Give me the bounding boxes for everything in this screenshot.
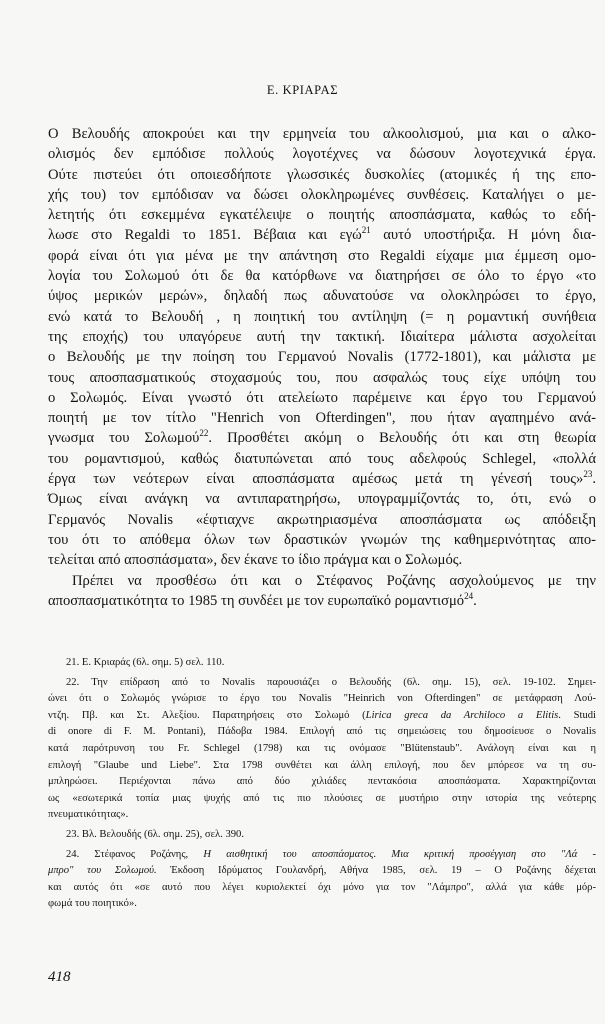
text-line: τους αποσπασματικούς στοχασμούς του, που ασφαλώς τους είχε υπόψη του <box>48 369 596 386</box>
footnote-line: ώνει ότι ο Σολωμός γνώρισε το έργο του Novalis "Heinrich von Ofterdingen" σε μετάφραση Λού- <box>48 693 596 705</box>
main-text <box>48 124 596 611</box>
text-line: ολισμός δεν εμπόδισε πολλούς λογοτέχνες να δώσουν λογοτεχνικά έργα. <box>48 146 596 163</box>
text-segment: έργα των νεότερων είναι αποσπάσματα αμέσως μετά τη γένεσή τους» <box>48 471 584 488</box>
text-line: τελείται από αποσπάσματα», δεν έκανε το ίδιο πράγμα και ο Σολωμός. <box>48 552 463 569</box>
footnote-line: 22. Την επίδραση από το Novalis παρουσιάζει ο Βελουδής (6λ. σημ. 15), σελ. 19-102. Σημει- <box>66 676 596 688</box>
text-line: Ο Βελουδής αποκρούει και την ερμηνεία του αλκοολισμού, μια και ο αλκο- <box>48 126 596 142</box>
footnote-line: ως «εσωτερικά τοπία μιας ψυχής από τις πιο πλούσιες σε μυστήριο στην ιστορία της νεότερης <box>48 792 596 804</box>
text-line: ενώ κατά το Βελουδή , η ποιητική του αντίληψη (= η ρομαντική συνήθεια <box>48 308 596 325</box>
text-segment: λωσε στο Regaldi το 1851. Βέβαια και εγώ <box>48 227 362 244</box>
page-number: 418 <box>48 969 71 985</box>
text-line: λογία του Σολωμού ότι δε θα κατόρθωνε να διατηρήσει σε όλο το έργο «το <box>48 268 596 285</box>
footnote-line <box>48 847 596 864</box>
footnote-line: πνευματικότητας». <box>48 809 129 821</box>
footnote-line: επιλογή "Glaube und Liebe". Στα 1798 συνθέτει και άλλη επιλογή, που δεν μπόρεσε να τη συ- <box>48 759 596 771</box>
text-segment: γνωσμα του Σολωμού <box>48 430 200 447</box>
text-line: του ότι το απόθεμα όλων των δραστικών γνωμών της καθημερινότητας απο- <box>48 531 596 548</box>
text-segment: . <box>473 592 477 609</box>
footnote-line: di onore di F. M. Pontani), Πάδοβα 1984. Επιλογή από τις σημειώσεις του δημοσίευσε ο Novalis <box>48 726 596 738</box>
footnote-23 <box>48 827 596 844</box>
text-line: λετητής ότι εσκεμμένα εγκατέλειψε ο ποιητής αποσπάσματα, καθώς το εδή- <box>48 207 596 224</box>
text-line: Ούτε πιστεύει ότι οποιεσδήποτε γλωσσικές δυσκολίες (ατομικές ή της επο- <box>48 166 596 183</box>
text-line: Πρέπει να προσθέσω ότι και ο Στέφανος Ροζάνης ασχολούμενος με την <box>72 572 596 589</box>
text-line <box>48 469 596 489</box>
text-line: Γερμανός Novalis «έφτιαχνε ακρωτηριασμένα αποσπάσματα ως απόδειξη <box>48 511 596 528</box>
paragraph-2 <box>48 571 596 612</box>
footnote-line <box>48 708 596 725</box>
footnote-line: μπληρώσει. Περιέχονται πάνω από δύο χιλιάδες πεντακόσια αποσπάσματα. Χαρακτηρίζονται <box>48 776 596 788</box>
footnote-line <box>48 863 596 880</box>
text-segment: αποσπασματικότητα το 1985 τη συνδέει με τον ευρωπαϊκό ρομαντισμό <box>48 592 465 609</box>
footnote-22 <box>48 675 596 824</box>
text-line: ύψος μερικών μερών», δηλαδή πως αδυνατούσε να ολοκληρώσει το έργο, <box>48 288 596 305</box>
text-line: ο Σολωμός. Είναι γνωστό ότι ατελείωτο παρέμεινε και έργο του Γερμανού <box>48 389 596 406</box>
text-line <box>48 225 596 245</box>
footnote-ref-21: 21 <box>361 225 371 236</box>
text-line: της εποχής) του υπαγόρευε αυτή την τακτική. Ιδιαίτερα μάλιστα ασχολείται <box>48 328 596 345</box>
text-segment: αυτό υποστήριξα. Η μόνη δια- <box>370 227 596 244</box>
paragraph-1 <box>48 124 596 571</box>
footnote-line: κατά παρότρυνση του Fr. Schlegel (1798) και τις ονόμασε "Blütenstaub". Ανάλογη είναι και η <box>48 742 596 754</box>
footnote-ref-23: 23 <box>583 469 593 480</box>
italic-title: Lirica greca da Archiloco a Elitis <box>365 709 559 721</box>
text-line: Όμως είναι ανάγκη να αντιπαρατηρήσω, υπογραμμίζοντάς το, ότι, ενώ ο <box>48 491 596 508</box>
text-segment: . <box>592 471 596 488</box>
text-line <box>48 591 596 611</box>
footnote-line: 21. Ε. Κριαράς (6λ. σημ. 5) σελ. 110. <box>66 657 225 668</box>
text-line: φορά είναι ότι για μένα με την απάντηση στο Regaldi είχαμε μια έμμεση ομο- <box>48 247 596 264</box>
footnote-line: 23. Βλ. Βελουδής (6λ. σημ. 25), σελ. 390. <box>66 828 244 840</box>
text-line: ποιητή με τον τίτλο "Henrich von Ofterdingen", που ήταν αγαπημένο ανά- <box>48 410 596 427</box>
footnote-24 <box>48 847 596 913</box>
text-segment: . Studi <box>558 709 596 721</box>
footnote-ref-22: 22 <box>199 428 209 439</box>
footnote-line: και αυτός ότι «σε αυτό που λέγει κυριολεκτεί όχι μόνο για τον "Λάμπρο", αλλά για κάθε μόρ- <box>48 881 596 893</box>
text-line: του ρομαντισμού, καθώς διατυπώνεται από τους αδελφούς Schlegel, «πολλά <box>48 450 596 467</box>
text-segment: ντζη. Πβ. και Στ. Αλεξίου. Παρατηρήσεις στο Σολωμό ( <box>48 709 366 721</box>
text-line: ο Βελουδής με την ποίηση του Γερμανού Novalis (1772-1801), και μάλιστα με <box>48 349 596 366</box>
text-line <box>48 428 596 448</box>
text-segment: Έκδοση Ιδρύματος Γουλανδρή, Αθήνα 1985, σελ. 19 – Ο Ροζάνης δέχεται <box>156 865 596 877</box>
footnotes <box>48 655 596 916</box>
footnote-ref-24: 24 <box>464 590 474 601</box>
footnote-21 <box>48 655 596 672</box>
italic-title: Η αισθητική του αποσπάσματος. Μια κριτική προσέγγιση στο "Λά - <box>203 848 596 860</box>
text-line: χής του) τον εμπόδισαν να δώσει ολοκληρωμένες συνθέσεις. Καταλήγει ο με- <box>48 186 596 203</box>
text-segment: . Προσθέτει ακόμη ο Βελουδής ότι και στη θεωρία <box>208 430 596 447</box>
footnote-line: φωμά του ποιητικό». <box>48 898 137 910</box>
text-segment: 24. Στέφανος Ροζάνης, <box>66 848 204 860</box>
running-header: Ε. ΚΡΙΑΡΑΣ <box>266 83 339 97</box>
italic-title: μπρο" του Σολωμού. <box>48 865 157 877</box>
